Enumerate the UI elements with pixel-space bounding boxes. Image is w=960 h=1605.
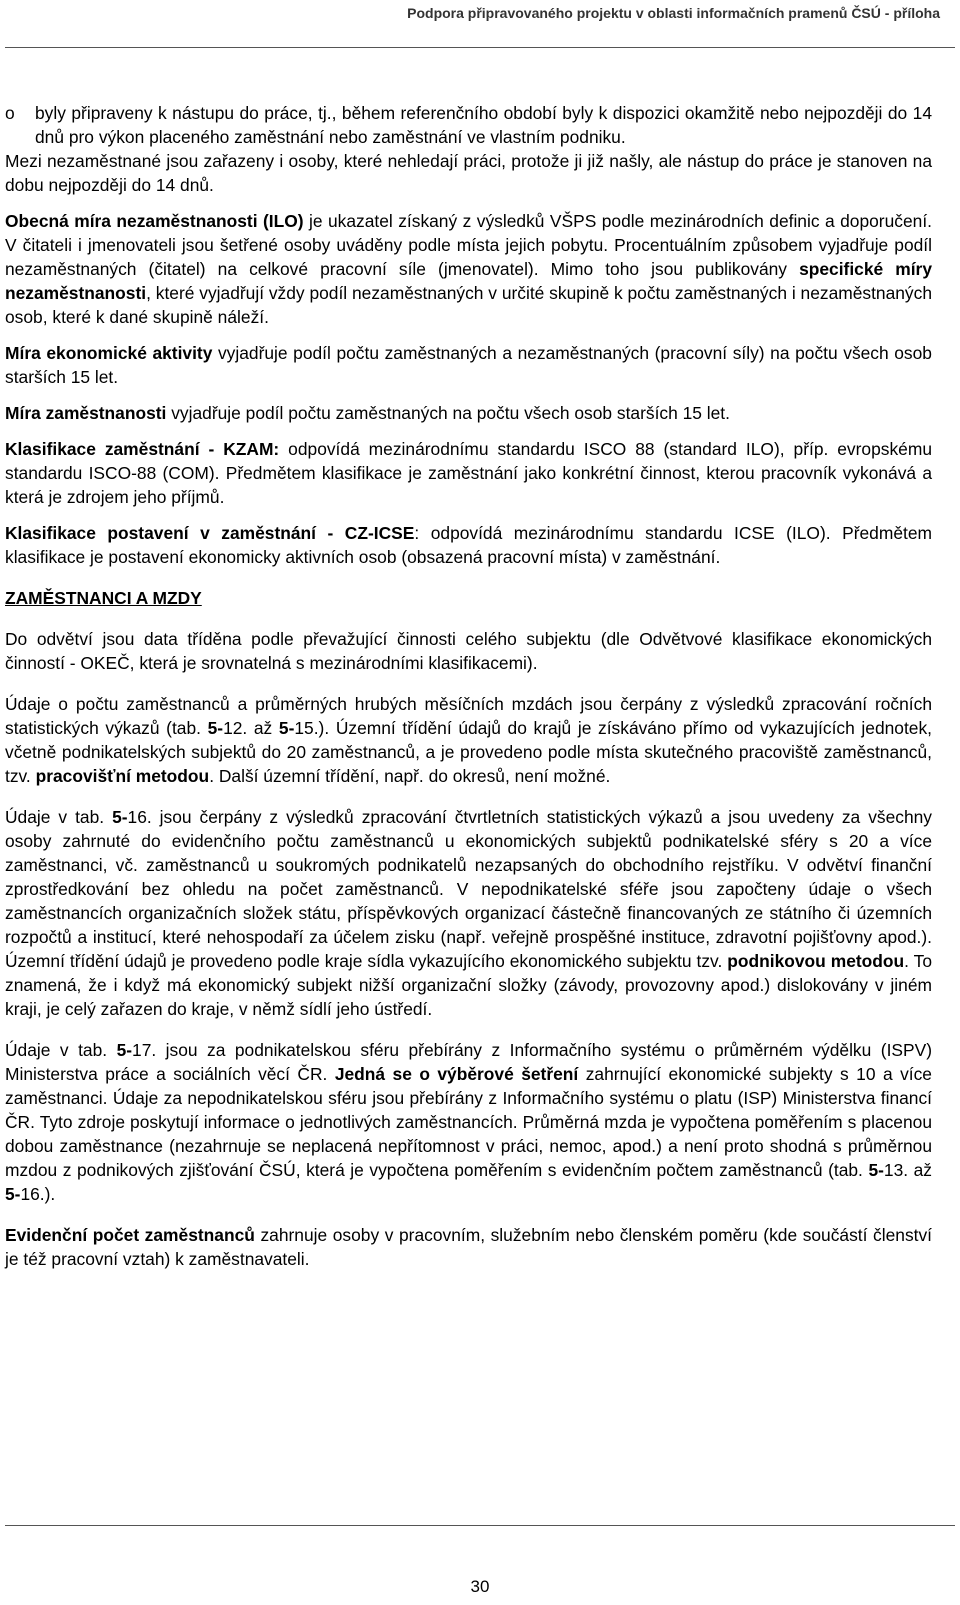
text-segment: Údaje o počtu zaměstnanců a průměrných hrubých měsíčních mzdách jsou čerpány z výsledků zpracování ročních statistických výkazů (tab. [5, 694, 932, 738]
text-segment: , které vyjadřují vždy podíl nezaměstnaných v určité skupině k počtu zaměstnaných i nezaměstnaných osob, které k dané skupině náleží. [5, 283, 932, 327]
table-ref: 5- [116, 1040, 133, 1060]
text-segment: 12. až [223, 718, 279, 738]
section-heading: ZAMĚSTNANCI A MZDY [5, 588, 202, 608]
paragraph-obecna-mira [5, 209, 932, 329]
bullet-item [5, 101, 932, 149]
paragraph-kzam [5, 437, 932, 509]
text-segment: : odpovídá mezinárodnímu standardu ICSE (ILO). Předmětem klasifikace je postavení ekonomicky aktivních osob (obsazená pracovní místa) v zaměstnání. [5, 523, 932, 567]
paragraph-evidencni-pocet [5, 1223, 932, 1271]
page-number: 30 [470, 1577, 490, 1596]
text-segment: 13. až [883, 1160, 933, 1180]
paragraph-odvetvi: Do odvětví jsou data tříděna podle převažující činnosti celého subjektu (dle Odvětvové klasifikace ekonomických činností - OKEČ, která je srovnatelná s mezinárodními klasifikacemi). [5, 629, 932, 673]
text-segment: 16. jsou čerpány z výsledků zpracování čtvrtletních statistických výkazů a jsou uvedeny za všechny osoby zahrnuté do evidenčního počtu zaměstnanců u ekonomických subjektů podnikatelské sféry s 20 a více zaměstnanci, vč. zaměstnanců u soukromých podnikatelů nezapsaných do obchodního rejstříku. V odvětví finanční zprostředkování bez ohledu na počet zaměstnanců. V nepodnikatelské sféře jsou započteny údaje o všech zaměstnancích organizačních složek státu, příspěvkových organizací částečně financovaných ze státního či územních rozpočtů a institucí, které nehospodaří za účelem zisku (např. veřejně prospěšné instituce, zdravotní pojišťovny apod.). Územní třídění údajů je provedeno podle kraje sídla vykazujícího ekonomického subjektu tzv. [5, 807, 932, 971]
text-segment: 15.). Územní třídění údajů do krajů je získáváno přímo od vykazujících jednotek, včetně podnikatelských subjektů do 20 zaměstnanců, a je provedeno podle místa skutečného pracoviště zaměstnanců, tzv. [5, 718, 932, 786]
text-segment: Údaje v tab. [5, 1040, 117, 1060]
table-ref: 5- [207, 718, 224, 738]
page-header: Podpora připravovaného projektu v oblasti informačních pramenů ČSÚ - příloha [407, 5, 940, 21]
term-kzam: Klasifikace zaměstnání - KZAM: [5, 439, 280, 459]
paragraph-cz-icse [5, 521, 932, 569]
paragraph-mezi: Mezi nezaměstnané jsou zařazeny i osoby, které nehledají práci, protože ji již našly, ale nástup do práce je stanoven na dobu nejpozději do 14 dnů. [5, 151, 932, 195]
footer-divider [5, 1525, 955, 1526]
paragraph-udaje-rocni [5, 692, 932, 788]
bullet-marker: o [5, 103, 15, 123]
term-cz-icse: Klasifikace postavení v zaměstnání - CZ-ICSE [5, 523, 415, 543]
text-segment: vyjadřuje podíl počtu zaměstnaných a nezaměstnaných (pracovní síly) na počtu všech osob starších 15 let. [5, 343, 932, 387]
table-ref: 5- [278, 718, 295, 738]
text-segment: vyjadřuje podíl počtu zaměstnaných na počtu všech osob starších 15 let. [166, 403, 730, 423]
text-segment: 16.). [20, 1184, 56, 1204]
term-mira-ekonomicke-aktivity: Míra ekonomické aktivity [5, 343, 213, 363]
paragraph-mira-zamestnanosti [5, 401, 932, 425]
document-body [5, 101, 932, 1271]
text-segment: je ukazatel získaný z výsledků VŠPS podle mezinárodních definic a doporučení. V čitateli i jmenovateli jsou šetřené osoby uváděny podle místa jejich pobytu. Procentuálním způsobem vyjadřuje podíl nezaměstnaných (čitatel) na celkové pracovní síle (jmenovatel). Mimo toho jsou publikovány [5, 211, 932, 279]
term-specificke-miry: specifické míry nezaměstnanosti [5, 259, 932, 303]
text-segment: zahrnuje osoby v pracovním, služebním nebo členském poměru (kde součástí členství je též pracovní vztah) k zaměstnavateli. [5, 1225, 932, 1269]
header-divider [5, 47, 955, 48]
table-ref: 5- [868, 1160, 884, 1180]
text-segment: odpovídá mezinárodnímu standardu ISCO 88 (standard ILO), příp. evropskému standardu ISCO-88 (COM). Předmětem klasifikace je zaměstnání jako konkrétní činnost, kterou pracovník vykonává a která je zdrojem jeho příjmů. [5, 439, 932, 507]
table-ref: 5- [112, 807, 128, 827]
text-segment: zahrnující ekonomické subjekty s 10 a více zaměstnanci. Údaje za nepodnikatelskou sféru jsou přebírány z Informačního systému o platu (ISP) Ministerstva financí ČR. Tyto zdroje poskytují informace o jednotlivých zaměstnancích. Průměrná mzda je vypočtena poměřením s placenou dobou zaměstnance (nezahrnuje se neplacená nepřítomnost v práci, nemoc, apod.) a není proto shodná s průměrnou mzdou z podnikových zjišťování ČSÚ, která je vypočtena poměřením s evidenčním počtem zaměstnanců (tab. [5, 1064, 932, 1180]
bullet-text: byly připraveny k nástupu do práce, tj., během referenčního období byly k dispozici okamžitě nebo nejpozději do 14 dnů pro výkon placeného zaměstnání nebo zaměstnání ve vlastním podniku. [35, 103, 932, 147]
term-pracovistni-metoda: pracovišťní metodou [35, 766, 210, 786]
text-segment: . Další územní třídění, např. do okresů, není možné. [209, 766, 611, 786]
text-segment: . To znamená, že i když má ekonomický subjekt nižší organizační složky (závody, provozovny apod.) dislokovány v jiném kraji, je celý zařazen do kraje, v němž sídlí jeho ústředí. [5, 951, 932, 1019]
paragraph-mira-ekonomicke-aktivity [5, 341, 932, 389]
paragraph-udaje-ispv [5, 1038, 932, 1206]
paragraph-udaje-ctvrtletni [5, 805, 932, 1021]
term-mira-zamestnanosti: Míra zaměstnanosti [5, 403, 167, 423]
term-evidencni-pocet: Evidenční počet zaměstnanců [5, 1225, 255, 1245]
text-segment: Údaje v tab. [5, 807, 113, 827]
term-vyberove-setreni: Jedná se o výběrové šetření [334, 1064, 579, 1084]
term-obecna-mira: Obecná míra nezaměstnanosti (ILO) [5, 211, 304, 231]
table-ref: 5- [5, 1184, 21, 1204]
term-podnikova-metoda: podnikovou metodou [727, 951, 905, 971]
text-segment: 17. jsou za podnikatelskou sféru přebírány z Informačního systému o průměrném výdělku (ISPV) Ministerstva práce a sociálních věcí ČR. [5, 1040, 932, 1084]
